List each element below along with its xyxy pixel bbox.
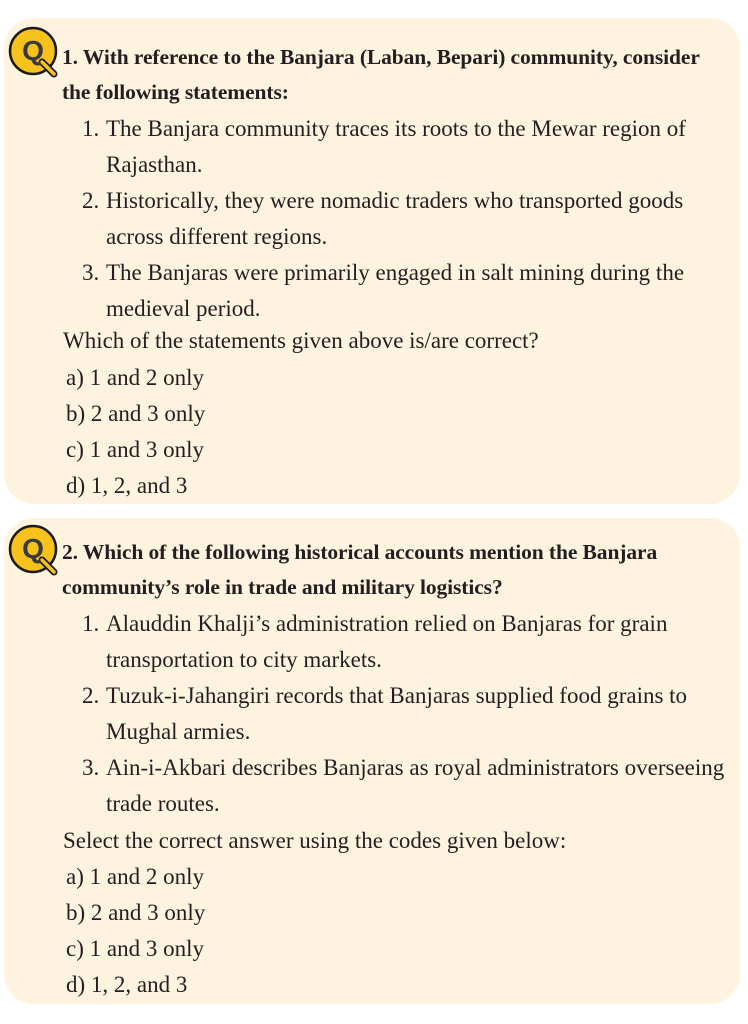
statement-number: 2. — [82, 683, 100, 708]
statement-text: The Banjaras were primarily engaged in salt mining during the medieval period. — [106, 260, 685, 321]
question-1-statements — [82, 111, 730, 327]
statement-number: 3. — [82, 755, 100, 780]
answer-option[interactable]: d) 1, 2, and 3 — [66, 473, 188, 498]
statement-item — [82, 606, 730, 678]
statement-item — [82, 111, 730, 183]
answer-option[interactable]: b) 2 and 3 only — [66, 401, 206, 426]
question-card-1 — [4, 18, 740, 504]
statement-text: Ain-i-Akbari describes Banjaras as royal administrators overseeing trade routes. — [106, 755, 725, 816]
statement-number: 3. — [82, 260, 100, 285]
statement-text: The Banjara community traces its roots to the Mewar region of Rajasthan. — [106, 116, 686, 177]
statement-text: Alauddin Khalji’s administration relied on Banjaras for grain transportation to city markets. — [106, 611, 668, 672]
question-1-text: 1. With reference to the Banjara (Laban, Bepari) community, consider the following statements: — [62, 45, 700, 104]
answer-option[interactable]: a) 1 and 2 only — [66, 365, 204, 390]
question-badge-letter: Q — [22, 35, 44, 66]
answer-option[interactable]: a) 1 and 2 only — [66, 864, 204, 889]
statement-number: 1. — [82, 611, 100, 636]
question-1-prompt: Which of the statements given above is/are correct? — [63, 328, 539, 353]
answer-option[interactable]: c) 1 and 3 only — [66, 936, 204, 961]
question-q-badge-icon — [6, 522, 60, 576]
statement-item — [82, 183, 730, 255]
answer-option[interactable]: b) 2 and 3 only — [66, 900, 206, 925]
statement-item — [82, 255, 730, 327]
answer-option[interactable]: d) 1, 2, and 3 — [66, 972, 188, 997]
statement-text: Historically, they were nomadic traders who transported goods across different regions. — [106, 188, 684, 249]
question-q-badge-icon — [6, 24, 60, 78]
question-2-statements — [82, 606, 730, 822]
question-1-options — [66, 360, 205, 504]
question-card-2 — [4, 518, 740, 1004]
question-2-options — [66, 859, 205, 1003]
statement-number: 1. — [82, 116, 100, 141]
question-2-prompt: Select the correct answer using the codes given below: — [63, 828, 567, 853]
question-2-text: 2. Which of the following historical accounts mention the Banjara community’s role in trade and military logistics? — [62, 540, 658, 599]
answer-option[interactable]: c) 1 and 3 only — [66, 437, 204, 462]
statement-text: Tuzuk-i-Jahangiri records that Banjaras supplied food grains to Mughal armies. — [106, 683, 688, 744]
question-badge-letter: Q — [22, 533, 44, 564]
statement-item — [82, 678, 730, 750]
statement-item — [82, 750, 730, 822]
statement-number: 2. — [82, 188, 100, 213]
